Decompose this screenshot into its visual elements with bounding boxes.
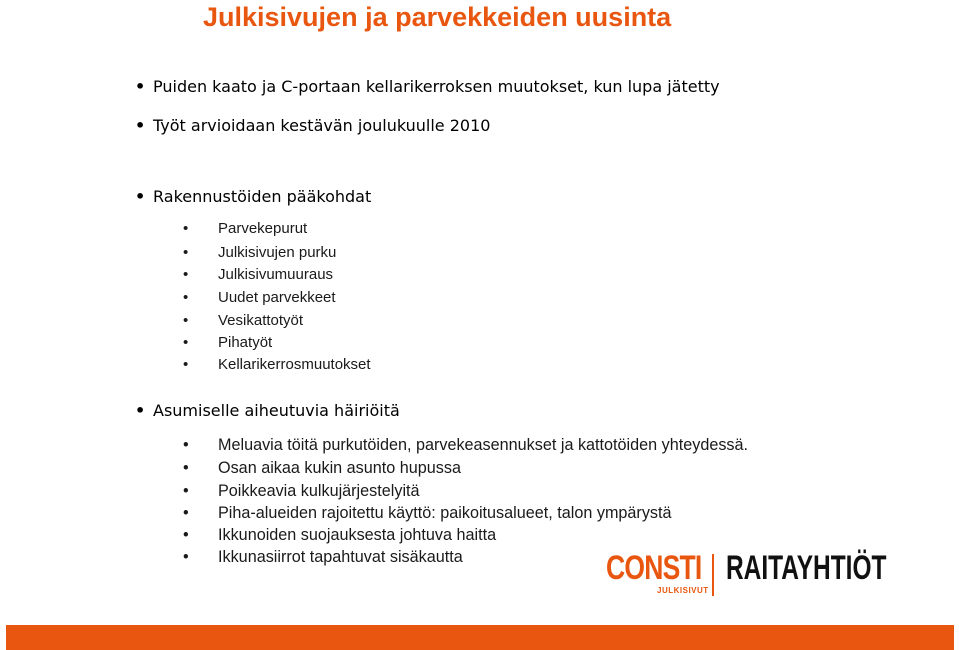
bullet-icon: •: [183, 289, 189, 306]
sub-bullet-item: [183, 459, 461, 477]
sub-bullet-text: Vesikattotyöt: [218, 312, 304, 329]
sub-bullet-text: Osan aikaa kukin asunto hupussa: [218, 459, 461, 477]
sub-bullet-text: Piha-alueiden rajoitettu käyttö: paikoitusalueet, talon ympärystä: [218, 504, 672, 522]
section-heading: [135, 401, 400, 421]
bullet-icon: •: [183, 504, 189, 522]
bullet-text: Rakennustöiden pääkohdat: [153, 187, 372, 206]
bullet-icon: •: [135, 116, 146, 135]
sub-bullet-item: [183, 526, 496, 544]
bullet-text: Asumiselle aiheutuvia häiriöitä: [153, 401, 400, 420]
logo-area: [606, 550, 906, 600]
bullet-icon: •: [183, 244, 189, 261]
bullet-icon: •: [183, 482, 189, 500]
bullet-icon: •: [183, 334, 189, 351]
consti-logo-subtitle: JULKISIVUT: [657, 586, 709, 595]
bullet-icon: •: [135, 77, 146, 96]
bullet-icon: •: [135, 401, 146, 420]
raitayhtiot-logo: RAITAYHTIÖT: [726, 549, 887, 587]
sub-bullet-item: [183, 504, 672, 522]
bullet-icon: •: [183, 266, 189, 283]
footer-bar: [6, 625, 954, 650]
sub-bullet-item: [183, 482, 420, 500]
sub-bullet-item: [183, 266, 333, 284]
sub-bullet-text: Julkisivumuuraus: [218, 266, 334, 283]
sub-bullet-item: [183, 289, 336, 307]
bullet-icon: •: [135, 187, 146, 206]
sub-bullet-text: Parvekepurut: [218, 220, 308, 237]
bullet-icon: •: [183, 526, 189, 544]
bullet-icon: •: [183, 459, 189, 477]
bullet-item: [135, 116, 490, 136]
bullet-icon: •: [183, 548, 189, 566]
sub-bullet-text: Ikkunasiirrot tapahtuvat sisäkautta: [218, 548, 463, 566]
bullet-icon: •: [183, 436, 189, 454]
bullet-icon: •: [183, 312, 189, 329]
sub-bullet-text: Pihatyöt: [218, 334, 273, 351]
sub-bullet-text: Poikkeavia kulkujärjestelyitä: [218, 482, 420, 500]
sub-bullet-item: [183, 244, 336, 262]
bullet-text: Työt arvioidaan kestävän joulukuulle 2010: [153, 116, 491, 135]
bullet-text: Puiden kaato ja C-portaan kellarikerroksen muutokset, kun lupa jätetty: [153, 77, 720, 96]
sub-bullet-item: [183, 436, 748, 454]
consti-logo: CONSTI: [606, 549, 702, 587]
sub-bullet-text: Meluavia töitä purkutöiden, parvekeasennukset ja kattotöiden yhteydessä.: [218, 436, 749, 454]
slide-title: Julkisivujen ja parvekkeiden uusinta: [203, 2, 672, 32]
sub-bullet-item: [183, 334, 272, 352]
bullet-icon: •: [183, 356, 189, 373]
sub-bullet-text: Ikkunoiden suojauksesta johtuva haitta: [218, 526, 497, 544]
sub-bullet-item: [183, 356, 371, 374]
sub-bullet-item: [183, 220, 307, 238]
logo-divider: [712, 554, 714, 596]
bullet-icon: •: [183, 220, 189, 237]
sub-bullet-item: [183, 312, 303, 330]
sub-bullet-text: Kellarikerrosmuutokset: [218, 356, 371, 373]
sub-bullet-text: Uudet parvekkeet: [218, 289, 336, 306]
sub-bullet-item: [183, 548, 463, 566]
sub-bullet-text: Julkisivujen purku: [218, 244, 337, 261]
section-heading: [135, 187, 371, 207]
bullet-item: [135, 77, 720, 97]
